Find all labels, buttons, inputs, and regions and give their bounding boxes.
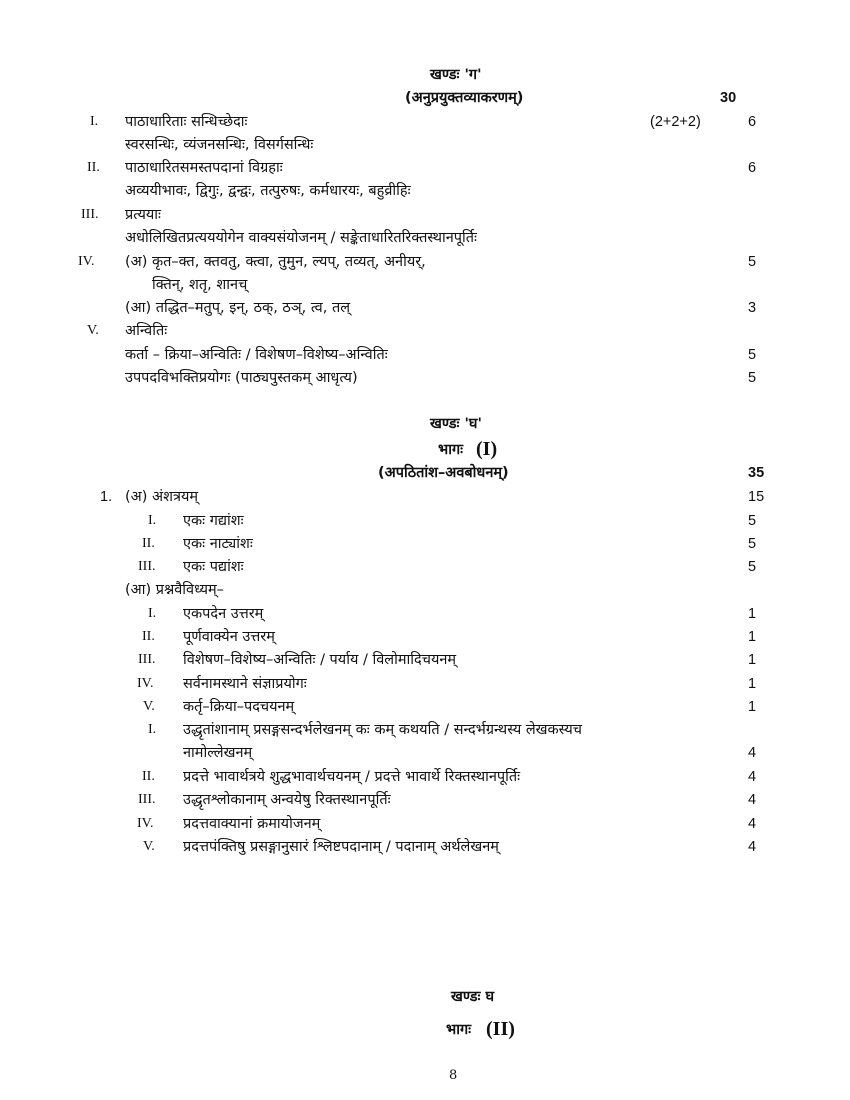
section-gh1-subheading: (अपठितांश–अवबोधनम्) — [378, 465, 509, 481]
section-gh1-heading: खण्डः 'घ' — [430, 416, 482, 432]
item-roman: I. — [90, 114, 99, 129]
item-marks: 4 — [748, 816, 757, 832]
item-marks: 4 — [748, 839, 757, 855]
item-text: क्तिन्, शतृ, शानच् — [152, 277, 248, 293]
item-roman: I. — [148, 513, 157, 528]
item-marks: 1 — [748, 652, 757, 668]
item-text: एकः नाट्यांशः — [183, 536, 253, 552]
item-text: नामोल्लेखनम् — [183, 745, 253, 761]
item-marks: 1 — [748, 629, 757, 645]
item-marks: 1 — [748, 606, 757, 622]
item-text: कर्तृ–क्रिया–पदचयनम् — [183, 699, 295, 715]
item-marks: 4 — [748, 769, 757, 785]
item-marks: 15 — [748, 489, 765, 505]
item-text: उद्धृतांशानाम् प्रसङ्गसन्दर्भलेखनम् कः कम् कथयति / सन्दर्भग्रन्थस्य लेखकस्यच — [183, 722, 582, 738]
item-text: पाठाधारितसमस्तपदानां विग्रहाः — [125, 160, 283, 176]
item-text: प्रत्ययाः — [125, 207, 161, 223]
section-gh1-part: भागः — [438, 442, 464, 458]
item-text: सर्वनामस्थाने संज्ञाप्रयोगः — [183, 676, 307, 692]
item-marks: 4 — [748, 745, 757, 761]
section-g-subheading: (अनुप्रयुक्तव्याकरणम्) — [405, 90, 524, 106]
item-marks: 5 — [748, 513, 757, 529]
item-text: विशेषण–विशेष्य–अन्वितिः / पर्याय / विलोमादिचयनम् — [183, 652, 457, 668]
item-roman: IV. — [137, 816, 154, 831]
item-roman: V. — [143, 839, 155, 854]
item-text: एकः गद्यांशः — [183, 513, 244, 529]
item-marks: 1 — [748, 699, 757, 715]
section-gh2-part-number: (II) — [486, 1018, 515, 1040]
item-roman: I. — [148, 606, 157, 621]
item-note: (2+2+2) — [650, 114, 701, 130]
item-roman: V. — [143, 699, 155, 714]
item-roman: II. — [87, 160, 100, 175]
item-marks: 3 — [748, 300, 757, 316]
item-roman: III. — [81, 207, 99, 222]
item-roman: II. — [142, 769, 155, 784]
item-text: (आ) प्रश्नवैविध्यम्– — [125, 582, 224, 598]
item-text: उद्धृतश्लोकानाम् अन्वयेषु रिक्तस्थानपूर्तिः — [183, 792, 391, 808]
section-g-heading: खण्डः 'ग' — [430, 67, 482, 83]
item-marks: 1 — [748, 676, 757, 692]
item-marks: 5 — [748, 559, 757, 575]
item-text: पाठाधारिताः सन्धिच्छेदाः — [125, 114, 248, 130]
item-text: अधोलिखितप्रत्यययोगेन वाक्यसंयोजनम् / सङ्केताधारितरिक्तस्थानपूर्तिः — [125, 230, 477, 246]
section-g-total: 30 — [720, 90, 737, 106]
item-text: उपपदविभक्तिप्रयोगः (पाठ्यपुस्तकम् आधृत्य) — [125, 370, 358, 386]
item-text: (अ) कृत–क्त, क्तवतु, क्त्वा, तुमुन, ल्यप्, तव्यत्, अनीयर्, — [125, 254, 426, 270]
item-text: कर्ता – क्रिया–अन्वितिः / विशेषण–विशेष्य–अन्वितिः — [125, 347, 388, 363]
item-roman: V. — [87, 323, 99, 338]
item-marks: 5 — [748, 370, 757, 386]
item-text: (आ) तद्धित–मतुप्, इन्, ठक्, ठञ्, त्व, तल् — [125, 300, 351, 316]
item-marks: 5 — [748, 347, 757, 363]
item-text: प्रदत्तवाक्यानां क्रमायोजनम् — [183, 816, 321, 832]
item-roman: IV. — [78, 254, 95, 269]
item-roman: IV. — [137, 676, 154, 691]
item-text: प्रदत्तपंक्तिषु प्रसङ्गानुसारं श्लिष्टपदानाम् / पदानाम् अर्थलेखनम् — [183, 839, 499, 855]
section-gh1-total: 35 — [748, 465, 765, 481]
item-marks: 5 — [748, 254, 757, 270]
item-roman: III. — [138, 792, 156, 807]
item-text: स्वरसन्धिः, व्यंजनसन्धिः, विसर्गसन्धिः — [125, 137, 314, 153]
item-roman: I. — [148, 722, 157, 737]
item-text: एकपदेन उत्तरम् — [183, 606, 264, 622]
item-marks: 6 — [748, 114, 757, 130]
item-marks: 5 — [748, 536, 757, 552]
section-gh2-heading: खण्डः घ — [451, 989, 495, 1005]
item-text: अन्वितिः — [125, 323, 168, 339]
item-text: पूर्णवाक्येन उत्तरम् — [183, 629, 275, 645]
item-marks: 4 — [748, 792, 757, 808]
page-number: 8 — [449, 1068, 458, 1083]
item-marks: 6 — [748, 160, 757, 176]
section-gh1-part-number: (I) — [476, 438, 498, 460]
item-text: एकः पद्यांशः — [183, 559, 244, 575]
item-text: (अ) अंशत्रयम् — [125, 489, 199, 505]
item-roman: 1. — [100, 489, 113, 505]
section-gh2-part: भागः — [446, 1022, 472, 1038]
item-text: प्रदत्ते भावार्थत्रये शुद्धभावार्थचयनम् / प्रदत्ते भावार्थे रिक्तस्थानपूर्तिः — [183, 769, 521, 785]
item-roman: II. — [142, 536, 155, 551]
item-text: अव्ययीभावः, द्विगुः, द्वन्द्वः, तत्पुरुषः, कर्मधारयः, बहुव्रीहिः — [125, 183, 411, 199]
item-roman: III. — [138, 652, 156, 667]
item-roman: II. — [142, 629, 155, 644]
item-roman: III. — [138, 559, 156, 574]
